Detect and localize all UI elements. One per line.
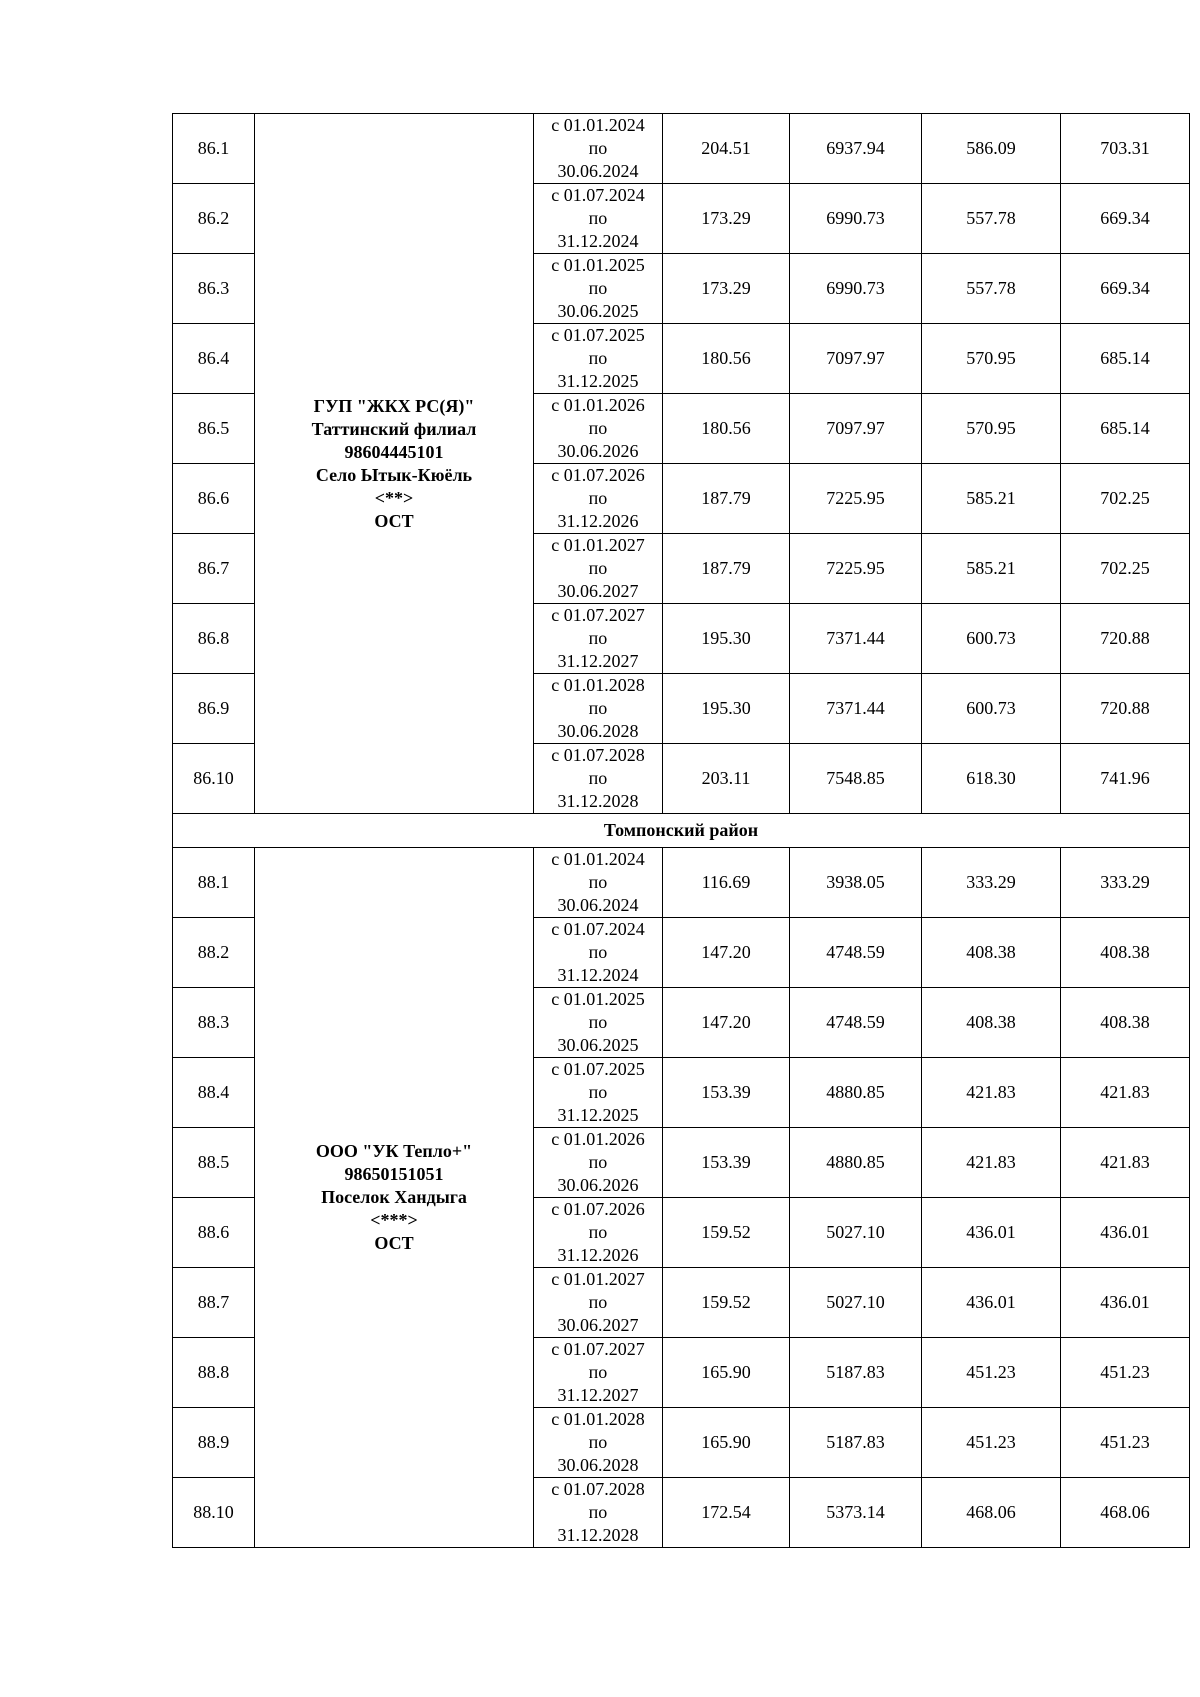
period-cell	[534, 1198, 663, 1268]
period-to-label: по	[588, 1292, 608, 1312]
period-to: 31.12.2025	[557, 1105, 639, 1125]
period-cell	[534, 1338, 663, 1408]
value-cell: 451.23	[922, 1338, 1061, 1408]
value-cell: 436.01	[922, 1268, 1061, 1338]
value-cell: 570.95	[922, 394, 1061, 464]
period-cell	[534, 1058, 663, 1128]
period-to-label: по	[588, 558, 608, 578]
period-to: 31.12.2026	[557, 1245, 639, 1265]
value-cell: 4880.85	[790, 1058, 922, 1128]
value-cell: 153.39	[663, 1058, 790, 1128]
value-cell: 180.56	[663, 394, 790, 464]
value-cell: 187.79	[663, 464, 790, 534]
value-cell: 468.06	[1061, 1478, 1190, 1548]
period-cell	[534, 848, 663, 918]
period-from: с 01.07.2027	[551, 605, 645, 625]
value-cell: 685.14	[1061, 394, 1190, 464]
section-header-row	[173, 814, 1190, 848]
value-cell: 618.30	[922, 744, 1061, 814]
value-cell: 570.95	[922, 324, 1061, 394]
row-number: 88.10	[173, 1478, 255, 1548]
period-cell	[534, 394, 663, 464]
row-number: 86.4	[173, 324, 255, 394]
value-cell: 408.38	[1061, 918, 1190, 988]
period-from: с 01.07.2025	[551, 1059, 645, 1079]
value-cell: 421.83	[1061, 1128, 1190, 1198]
row-number: 88.1	[173, 848, 255, 918]
value-cell: 702.25	[1061, 534, 1190, 604]
period-from: с 01.01.2024	[551, 115, 645, 135]
value-cell: 203.11	[663, 744, 790, 814]
period-to: 31.12.2024	[557, 965, 639, 985]
value-cell: 6937.94	[790, 114, 922, 184]
period-to-label: по	[588, 208, 608, 228]
value-cell: 3938.05	[790, 848, 922, 918]
section-title: Томпонский район	[173, 814, 1190, 848]
period-to: 31.12.2025	[557, 371, 639, 391]
period-to: 30.06.2028	[557, 721, 639, 741]
period-to: 30.06.2028	[557, 1455, 639, 1475]
value-cell: 585.21	[922, 464, 1061, 534]
value-cell: 159.52	[663, 1198, 790, 1268]
period-from: с 01.01.2025	[551, 989, 645, 1009]
row-number: 86.1	[173, 114, 255, 184]
org-tax-system: ОСТ	[374, 510, 414, 531]
value-cell: 5187.83	[790, 1408, 922, 1478]
period-to-label: по	[588, 418, 608, 438]
period-cell	[534, 1128, 663, 1198]
period-to: 31.12.2024	[557, 231, 639, 251]
value-cell: 7371.44	[790, 674, 922, 744]
table-row	[173, 848, 1190, 918]
period-from: с 01.07.2024	[551, 919, 645, 939]
period-cell	[534, 744, 663, 814]
row-number: 86.5	[173, 394, 255, 464]
period-to-label: по	[588, 278, 608, 298]
row-number: 86.7	[173, 534, 255, 604]
value-cell: 408.38	[922, 918, 1061, 988]
value-cell: 195.30	[663, 674, 790, 744]
row-number: 88.6	[173, 1198, 255, 1268]
org-code: 98604445101	[344, 441, 444, 462]
period-to-label: по	[588, 1082, 608, 1102]
row-number: 88.9	[173, 1408, 255, 1478]
value-cell: 5027.10	[790, 1198, 922, 1268]
value-cell: 7097.97	[790, 394, 922, 464]
period-to-label: по	[588, 768, 608, 788]
period-cell	[534, 1478, 663, 1548]
period-to-label: по	[588, 1432, 608, 1452]
period-cell	[534, 114, 663, 184]
org-name: ООО "УК Тепло+"	[315, 1141, 473, 1161]
period-to-label: по	[588, 1502, 608, 1522]
period-from: с 01.07.2026	[551, 465, 645, 485]
row-number: 88.5	[173, 1128, 255, 1198]
value-cell: 451.23	[922, 1408, 1061, 1478]
value-cell: 557.78	[922, 184, 1061, 254]
org-note-mark: <**>	[374, 487, 414, 508]
tariff-table-body	[173, 114, 1190, 1548]
value-cell: 585.21	[922, 534, 1061, 604]
value-cell: 7548.85	[790, 744, 922, 814]
value-cell: 187.79	[663, 534, 790, 604]
period-cell	[534, 254, 663, 324]
period-to-label: по	[588, 138, 608, 158]
value-cell: 436.01	[922, 1198, 1061, 1268]
value-cell: 720.88	[1061, 674, 1190, 744]
period-cell	[534, 184, 663, 254]
value-cell: 408.38	[1061, 988, 1190, 1058]
value-cell: 436.01	[1061, 1198, 1190, 1268]
period-to: 30.06.2027	[557, 581, 639, 601]
org-locality: Село Ытык-Кюёль	[315, 464, 473, 485]
row-number: 88.4	[173, 1058, 255, 1128]
period-cell	[534, 324, 663, 394]
value-cell: 5187.83	[790, 1338, 922, 1408]
table-row	[173, 114, 1190, 184]
row-number: 86.9	[173, 674, 255, 744]
row-number: 88.7	[173, 1268, 255, 1338]
period-to: 31.12.2028	[557, 791, 639, 811]
period-cell	[534, 1408, 663, 1478]
period-to-label: по	[588, 488, 608, 508]
period-to: 30.06.2025	[557, 1035, 639, 1055]
row-number: 86.10	[173, 744, 255, 814]
value-cell: 468.06	[922, 1478, 1061, 1548]
row-number: 86.6	[173, 464, 255, 534]
value-cell: 451.23	[1061, 1338, 1190, 1408]
value-cell: 153.39	[663, 1128, 790, 1198]
value-cell: 159.52	[663, 1268, 790, 1338]
value-cell: 600.73	[922, 604, 1061, 674]
value-cell: 195.30	[663, 604, 790, 674]
period-from: с 01.01.2027	[551, 1269, 645, 1289]
value-cell: 204.51	[663, 114, 790, 184]
period-to: 31.12.2028	[557, 1525, 639, 1545]
period-to: 30.06.2026	[557, 1175, 639, 1195]
value-cell: 5373.14	[790, 1478, 922, 1548]
value-cell: 421.83	[922, 1058, 1061, 1128]
value-cell: 557.78	[922, 254, 1061, 324]
period-to: 31.12.2027	[557, 1385, 639, 1405]
period-from: с 01.01.2028	[551, 1409, 645, 1429]
org-name: ГУП "ЖКХ РС(Я)"	[313, 395, 475, 416]
period-cell	[534, 918, 663, 988]
value-cell: 147.20	[663, 988, 790, 1058]
period-to: 31.12.2027	[557, 651, 639, 671]
value-cell: 4748.59	[790, 918, 922, 988]
org-locality: Поселок Хандыга	[321, 1187, 467, 1207]
period-from: с 01.07.2028	[551, 1479, 645, 1499]
value-cell: 4880.85	[790, 1128, 922, 1198]
value-cell: 7371.44	[790, 604, 922, 674]
period-cell	[534, 1268, 663, 1338]
tariff-table	[172, 113, 1190, 1548]
value-cell: 702.25	[1061, 464, 1190, 534]
value-cell: 173.29	[663, 184, 790, 254]
period-to-label: по	[588, 348, 608, 368]
period-to-label: по	[588, 1012, 608, 1032]
value-cell: 333.29	[922, 848, 1061, 918]
value-cell: 703.31	[1061, 114, 1190, 184]
row-number: 86.2	[173, 184, 255, 254]
value-cell: 600.73	[922, 674, 1061, 744]
row-number: 88.2	[173, 918, 255, 988]
period-to: 30.06.2026	[557, 441, 639, 461]
period-to-label: по	[588, 698, 608, 718]
value-cell: 165.90	[663, 1338, 790, 1408]
org-branch: Таттинский филиал	[311, 418, 477, 439]
value-cell: 6990.73	[790, 254, 922, 324]
org-code: 98650151051	[344, 1164, 444, 1184]
value-cell: 436.01	[1061, 1268, 1190, 1338]
value-cell: 7097.97	[790, 324, 922, 394]
period-from: с 01.01.2024	[551, 849, 645, 869]
value-cell: 333.29	[1061, 848, 1190, 918]
period-to-label: по	[588, 872, 608, 892]
period-from: с 01.07.2027	[551, 1339, 645, 1359]
value-cell: 451.23	[1061, 1408, 1190, 1478]
org-note-mark: <***>	[370, 1210, 418, 1230]
row-number: 88.8	[173, 1338, 255, 1408]
period-cell	[534, 988, 663, 1058]
period-to-label: по	[588, 942, 608, 962]
period-to: 30.06.2027	[557, 1315, 639, 1335]
period-to-label: по	[588, 1152, 608, 1172]
value-cell: 4748.59	[790, 988, 922, 1058]
value-cell: 741.96	[1061, 744, 1190, 814]
period-from: с 01.01.2026	[551, 395, 645, 415]
value-cell: 669.34	[1061, 184, 1190, 254]
period-from: с 01.07.2025	[551, 325, 645, 345]
period-to-label: по	[588, 628, 608, 648]
value-cell: 5027.10	[790, 1268, 922, 1338]
period-to: 31.12.2026	[557, 511, 639, 531]
value-cell: 421.83	[922, 1128, 1061, 1198]
row-number: 86.8	[173, 604, 255, 674]
period-to: 30.06.2024	[557, 895, 639, 915]
period-from: с 01.01.2027	[551, 535, 645, 555]
value-cell: 669.34	[1061, 254, 1190, 324]
org-tax-system: ОСТ	[374, 1233, 414, 1253]
period-to: 30.06.2024	[557, 161, 639, 181]
period-cell	[534, 604, 663, 674]
value-cell: 586.09	[922, 114, 1061, 184]
period-from: с 01.07.2024	[551, 185, 645, 205]
value-cell: 421.83	[1061, 1058, 1190, 1128]
period-to-label: по	[588, 1222, 608, 1242]
period-from: с 01.07.2026	[551, 1199, 645, 1219]
period-from: с 01.01.2028	[551, 675, 645, 695]
period-to-label: по	[588, 1362, 608, 1382]
value-cell: 180.56	[663, 324, 790, 394]
organization-cell	[255, 114, 534, 814]
value-cell: 173.29	[663, 254, 790, 324]
value-cell: 720.88	[1061, 604, 1190, 674]
row-number: 88.3	[173, 988, 255, 1058]
organization-cell	[255, 848, 534, 1548]
period-from: с 01.07.2028	[551, 745, 645, 765]
row-number: 86.3	[173, 254, 255, 324]
period-to: 30.06.2025	[557, 301, 639, 321]
value-cell: 685.14	[1061, 324, 1190, 394]
value-cell: 6990.73	[790, 184, 922, 254]
value-cell: 7225.95	[790, 534, 922, 604]
period-cell	[534, 534, 663, 604]
value-cell: 165.90	[663, 1408, 790, 1478]
period-from: с 01.01.2025	[551, 255, 645, 275]
value-cell: 7225.95	[790, 464, 922, 534]
value-cell: 147.20	[663, 918, 790, 988]
period-cell	[534, 674, 663, 744]
value-cell: 408.38	[922, 988, 1061, 1058]
period-cell	[534, 464, 663, 534]
period-from: с 01.01.2026	[551, 1129, 645, 1149]
value-cell: 116.69	[663, 848, 790, 918]
value-cell: 172.54	[663, 1478, 790, 1548]
